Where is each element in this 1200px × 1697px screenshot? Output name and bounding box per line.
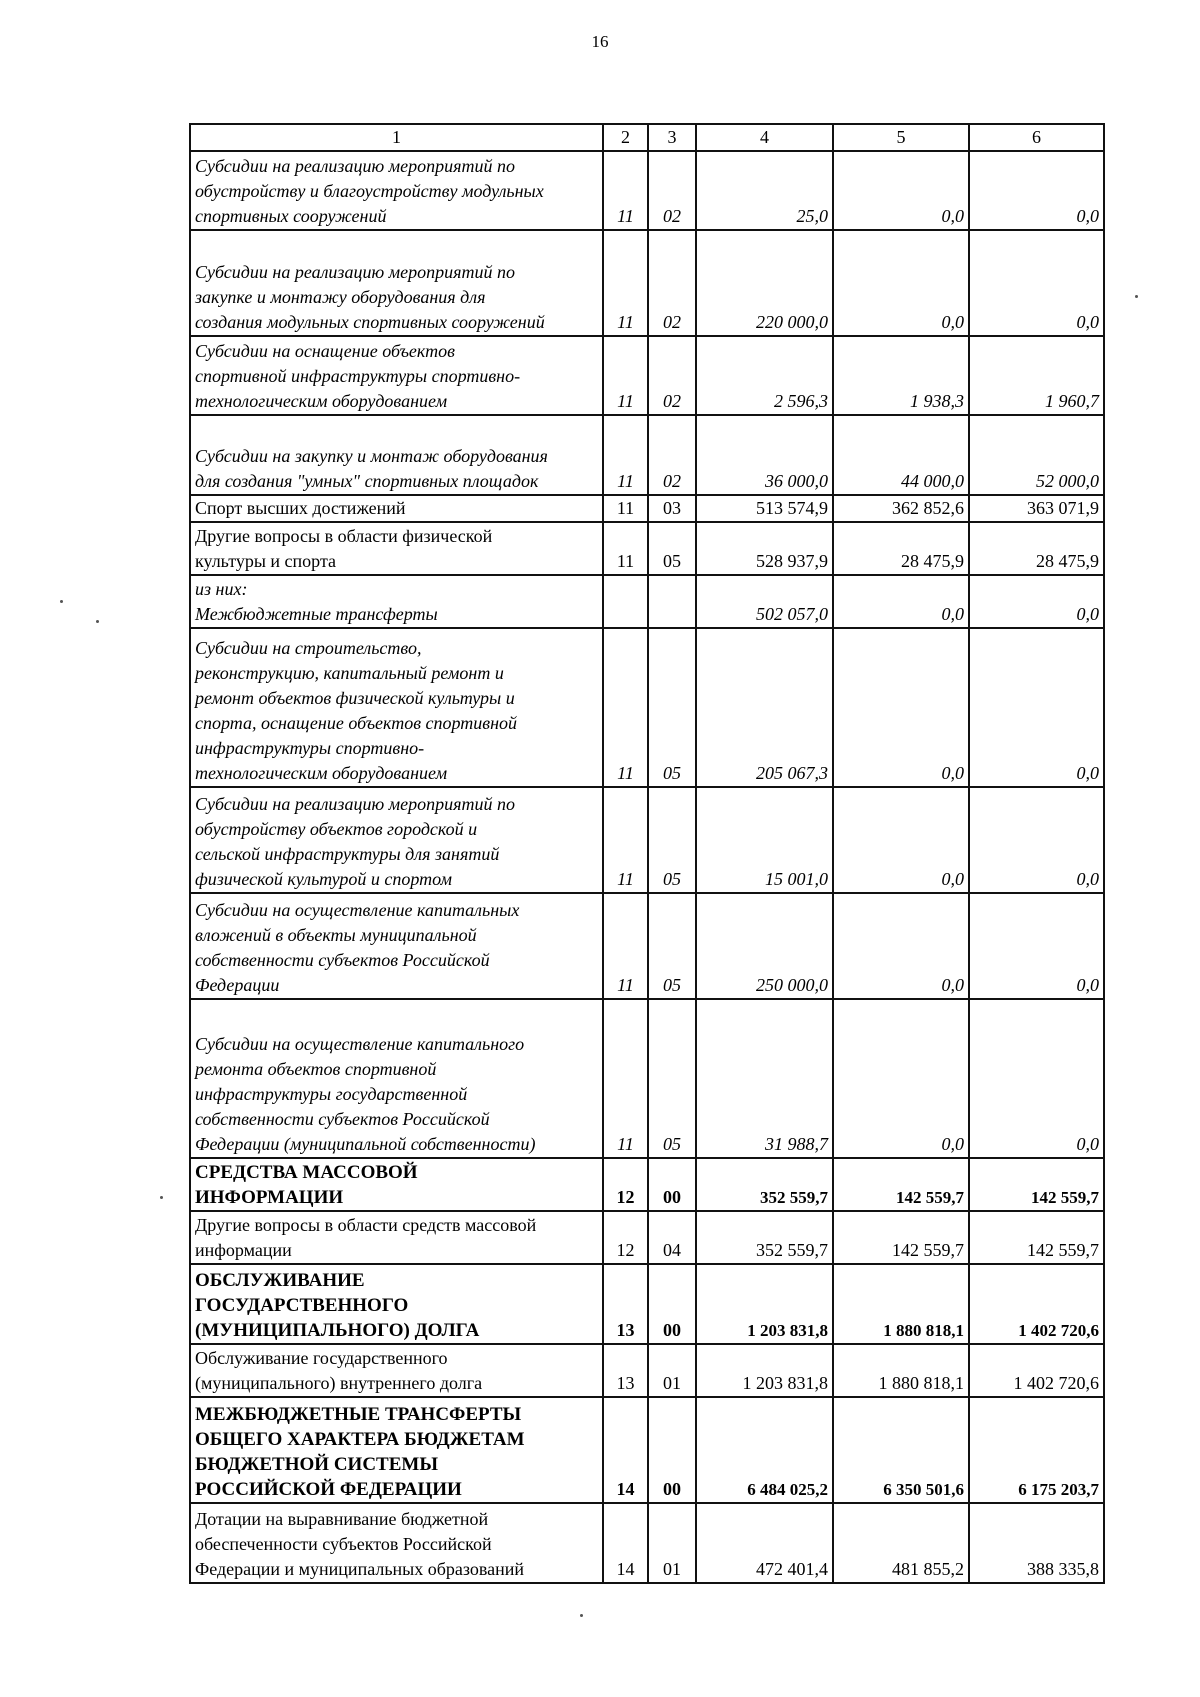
subsection-code-cell: 00 xyxy=(648,1158,696,1211)
scan-speck xyxy=(160,1196,163,1199)
table-row xyxy=(190,1344,1104,1397)
table-row xyxy=(190,575,1104,628)
value-col4-cell: 25,0 xyxy=(696,151,833,230)
value-col6-cell: 0,0 xyxy=(969,999,1104,1158)
subsection-code-cell: 05 xyxy=(648,628,696,787)
subsection-code-cell: 04 xyxy=(648,1211,696,1264)
value-col4-cell: 352 559,7 xyxy=(696,1158,833,1211)
row-name-cell: Субсидии на осуществление капитальных вложений в объекты муниципальной собственности субъектов Российской Федерации xyxy=(190,893,603,999)
row-name-cell: Дотации на выравнивание бюджетной обеспеченности субъектов Российской Федерации и муниципальных образований xyxy=(190,1503,603,1583)
row-name-cell: Субсидии на реализацию мероприятий по закупке и монтажу оборудования для создания модульных спортивных сооружений xyxy=(190,230,603,336)
value-col5-cell: 0,0 xyxy=(833,999,969,1158)
subsection-code-cell: 02 xyxy=(648,415,696,495)
value-col5-cell: 0,0 xyxy=(833,575,969,628)
row-name-cell: Субсидии на оснащение объектов спортивной инфраструктуры спортивно- технологическим оборудованием xyxy=(190,336,603,415)
row-name-cell: ОБСЛУЖИВАНИЕ ГОСУДАРСТВЕННОГО (МУНИЦИПАЛЬНОГО) ДОЛГА xyxy=(190,1264,603,1344)
section-code-cell: 11 xyxy=(603,628,648,787)
table-row xyxy=(190,1503,1104,1583)
value-col5-cell: 142 559,7 xyxy=(833,1211,969,1264)
value-col6-cell: 0,0 xyxy=(969,787,1104,893)
value-col4-cell: 352 559,7 xyxy=(696,1211,833,1264)
scan-speck xyxy=(580,1614,583,1617)
subsection-code-cell: 01 xyxy=(648,1344,696,1397)
table-row xyxy=(190,1264,1104,1344)
section-code-cell: 11 xyxy=(603,495,648,522)
value-col6-cell: 142 559,7 xyxy=(969,1158,1104,1211)
row-name-cell: Субсидии на осуществление капитального ремонта объектов спортивной инфраструктуры государственной собственности субъектов Российской Федерации (муниципальной собственности) xyxy=(190,999,603,1158)
row-name-cell: Субсидии на строительство, реконструкцию, капитальный ремонт и ремонт объектов физической культуры и спорта, оснащение объектов спортивной инфраструктуры спортивно- технологическим оборудованием xyxy=(190,628,603,787)
section-code-cell xyxy=(603,575,648,628)
section-code-cell: 14 xyxy=(603,1503,648,1583)
value-col4-cell: 31 988,7 xyxy=(696,999,833,1158)
table-row xyxy=(190,1158,1104,1211)
value-col5-cell: 142 559,7 xyxy=(833,1158,969,1211)
value-col4-cell: 6 484 025,2 xyxy=(696,1397,833,1503)
value-col4-cell: 502 057,0 xyxy=(696,575,833,628)
subsection-code-cell: 05 xyxy=(648,522,696,575)
subsection-code-cell: 02 xyxy=(648,151,696,230)
section-code-cell: 13 xyxy=(603,1344,648,1397)
value-col4-cell: 205 067,3 xyxy=(696,628,833,787)
section-code-cell: 11 xyxy=(603,336,648,415)
value-col6-cell: 363 071,9 xyxy=(969,495,1104,522)
section-code-cell: 11 xyxy=(603,230,648,336)
value-col4-cell: 2 596,3 xyxy=(696,336,833,415)
subsection-code-cell: 00 xyxy=(648,1397,696,1503)
table-row xyxy=(190,151,1104,230)
section-code-cell: 11 xyxy=(603,999,648,1158)
value-col5-cell: 0,0 xyxy=(833,628,969,787)
value-col6-cell: 1 960,7 xyxy=(969,336,1104,415)
section-code-cell: 11 xyxy=(603,787,648,893)
value-col5-cell: 0,0 xyxy=(833,787,969,893)
row-name-cell: Другие вопросы в области средств массовой информации xyxy=(190,1211,603,1264)
value-col4-cell: 36 000,0 xyxy=(696,415,833,495)
table-row xyxy=(190,893,1104,999)
table-row xyxy=(190,1397,1104,1503)
scan-speck xyxy=(96,620,99,623)
subsection-code-cell: 00 xyxy=(648,1264,696,1344)
value-col4-cell: 528 937,9 xyxy=(696,522,833,575)
row-name-cell: Другие вопросы в области физической культуры и спорта xyxy=(190,522,603,575)
column-number: 6 xyxy=(969,124,1104,151)
column-number: 4 xyxy=(696,124,833,151)
value-col4-cell: 513 574,9 xyxy=(696,495,833,522)
value-col5-cell: 1 938,3 xyxy=(833,336,969,415)
subsection-code-cell: 02 xyxy=(648,336,696,415)
section-code-cell: 14 xyxy=(603,1397,648,1503)
value-col4-cell: 472 401,4 xyxy=(696,1503,833,1583)
value-col4-cell: 250 000,0 xyxy=(696,893,833,999)
table-row xyxy=(190,415,1104,495)
table-row xyxy=(190,787,1104,893)
value-col4-cell: 1 203 831,8 xyxy=(696,1264,833,1344)
scan-speck xyxy=(1135,295,1138,298)
value-col6-cell: 0,0 xyxy=(969,893,1104,999)
subsection-code-cell: 05 xyxy=(648,999,696,1158)
column-number: 5 xyxy=(833,124,969,151)
table-row xyxy=(190,336,1104,415)
section-code-cell: 12 xyxy=(603,1158,648,1211)
section-code-cell: 12 xyxy=(603,1211,648,1264)
table-row xyxy=(190,628,1104,787)
value-col5-cell: 1 880 818,1 xyxy=(833,1264,969,1344)
table-row xyxy=(190,230,1104,336)
value-col6-cell: 388 335,8 xyxy=(969,1503,1104,1583)
value-col6-cell: 0,0 xyxy=(969,151,1104,230)
value-col6-cell: 1 402 720,6 xyxy=(969,1344,1104,1397)
value-col6-cell: 142 559,7 xyxy=(969,1211,1104,1264)
table-row xyxy=(190,1211,1104,1264)
value-col6-cell: 28 475,9 xyxy=(969,522,1104,575)
value-col5-cell: 6 350 501,6 xyxy=(833,1397,969,1503)
page-number: 16 xyxy=(591,32,609,51)
value-col5-cell: 0,0 xyxy=(833,151,969,230)
scan-speck xyxy=(60,600,63,603)
value-col5-cell: 44 000,0 xyxy=(833,415,969,495)
column-number: 3 xyxy=(648,124,696,151)
section-code-cell: 13 xyxy=(603,1264,648,1344)
value-col6-cell: 0,0 xyxy=(969,628,1104,787)
value-col6-cell: 6 175 203,7 xyxy=(969,1397,1104,1503)
value-col4-cell: 1 203 831,8 xyxy=(696,1344,833,1397)
value-col6-cell: 1 402 720,6 xyxy=(969,1264,1104,1344)
table-row xyxy=(190,495,1104,522)
section-code-cell: 11 xyxy=(603,151,648,230)
budget-table xyxy=(189,123,1105,1584)
row-name-cell: Обслуживание государственного (муниципального) внутреннего долга xyxy=(190,1344,603,1397)
row-name-cell: Субсидии на закупку и монтаж оборудования для создания "умных" спортивных площадок xyxy=(190,415,603,495)
value-col4-cell: 220 000,0 xyxy=(696,230,833,336)
value-col6-cell: 0,0 xyxy=(969,575,1104,628)
row-name-cell: из них: Межбюджетные трансферты xyxy=(190,575,603,628)
subsection-code-cell: 05 xyxy=(648,787,696,893)
row-name-cell: Субсидии на реализацию мероприятий по обустройству и благоустройству модульных спортивных сооружений xyxy=(190,151,603,230)
row-name-cell: СРЕДСТВА МАССОВОЙ ИНФОРМАЦИИ xyxy=(190,1158,603,1211)
row-name-cell: МЕЖБЮДЖЕТНЫЕ ТРАНСФЕРТЫ ОБЩЕГО ХАРАКТЕРА БЮДЖЕТАМ БЮДЖЕТНОЙ СИСТЕМЫ РОССИЙСКОЙ ФЕДЕРАЦИИ xyxy=(190,1397,603,1503)
row-name-cell: Субсидии на реализацию мероприятий по обустройству объектов городской и сельской инфраструктуры для занятий физической культурой и спортом xyxy=(190,787,603,893)
section-code-cell: 11 xyxy=(603,415,648,495)
table-row xyxy=(190,522,1104,575)
column-number: 1 xyxy=(190,124,603,151)
value-col6-cell: 0,0 xyxy=(969,230,1104,336)
column-number: 2 xyxy=(603,124,648,151)
value-col5-cell: 362 852,6 xyxy=(833,495,969,522)
subsection-code-cell: 02 xyxy=(648,230,696,336)
value-col5-cell: 481 855,2 xyxy=(833,1503,969,1583)
value-col5-cell: 1 880 818,1 xyxy=(833,1344,969,1397)
section-code-cell: 11 xyxy=(603,522,648,575)
subsection-code-cell: 05 xyxy=(648,893,696,999)
table-row xyxy=(190,999,1104,1158)
value-col6-cell: 52 000,0 xyxy=(969,415,1104,495)
value-col5-cell: 0,0 xyxy=(833,893,969,999)
value-col5-cell: 0,0 xyxy=(833,230,969,336)
subsection-code-cell xyxy=(648,575,696,628)
value-col4-cell: 15 001,0 xyxy=(696,787,833,893)
row-name-cell: Спорт высших достижений xyxy=(190,495,603,522)
subsection-code-cell: 03 xyxy=(648,495,696,522)
subsection-code-cell: 01 xyxy=(648,1503,696,1583)
column-number-row xyxy=(190,124,1104,151)
value-col5-cell: 28 475,9 xyxy=(833,522,969,575)
section-code-cell: 11 xyxy=(603,893,648,999)
